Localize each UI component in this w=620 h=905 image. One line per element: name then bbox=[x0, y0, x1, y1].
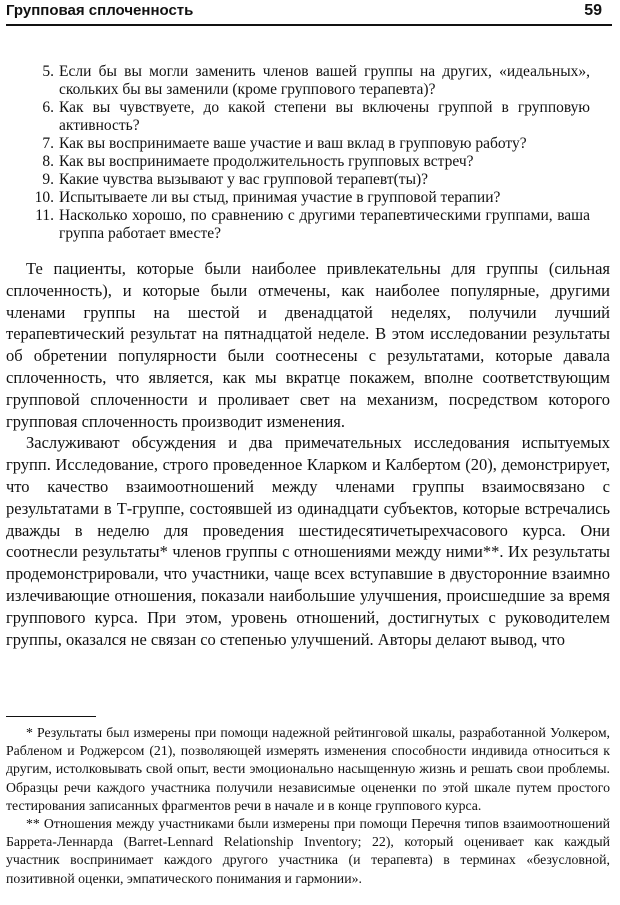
footnote: ** Отношения между участниками были измерены при помощи Перечня типов взаимоотношений Баррета-Леннарда (Barret-Lennard Relationship Inventory; 22), который оценивает как каждый участник воспринимает каждого другого участника (и терапевта) в терминах «безусловной, позитивной оценки, эмпатического понимания и гармонии». bbox=[6, 816, 610, 886]
question-list bbox=[30, 63, 590, 243]
body-text bbox=[6, 258, 610, 650]
question-text: Как вы чувствуете, до какой степени вы включены группой в групповую активность? bbox=[59, 99, 590, 134]
question-number: 5. bbox=[42, 63, 54, 80]
question-item bbox=[30, 63, 590, 99]
question-number: 11. bbox=[35, 207, 54, 224]
body-paragraph: Те пациенты, которые были наиболее привлекательны для группы (сильная сплоченность), и которые были отмечены, как наиболее популярные, другими членами группы на шестой и двенадцатой неделях, получили лучший терапевтический результат на пятнадцатой неделе. В этом исследовании результаты об обретении популярности были соотнесены с результатами, которые давала сплоченность, что является, как мы вкратце покажем, вполне соответствующим групповой сплоченности и проливает свет на механизм, посредством которого групповая сплоченность производит изменения. bbox=[6, 259, 610, 431]
question-item bbox=[30, 171, 590, 189]
question-number: 10. bbox=[34, 189, 54, 206]
question-text: Как вы воспринимаете ваше участие и ваш вклад в групповую работу? bbox=[59, 135, 527, 152]
chapter-title: Групповая сплоченность bbox=[6, 2, 194, 19]
question-text: Какие чувства вызывают у вас групповой терапевт(ты)? bbox=[59, 171, 429, 188]
question-item bbox=[30, 135, 590, 153]
footnotes bbox=[6, 724, 610, 888]
footnote-divider bbox=[6, 716, 96, 717]
running-header bbox=[6, 0, 612, 26]
question-number: 9. bbox=[42, 171, 54, 188]
question-item bbox=[30, 153, 590, 171]
question-item bbox=[30, 189, 590, 207]
footnote: * Результаты был измерены при помощи надежной рейтинговой шкалы, разработанной Уолкером, Рабленом и Роджерсом (21), позволяющей измерять изменения способности индивида относиться к другим, истолковывать свой опыт, вести эмоционально насыщенную жизнь и решать свои проблемы. Образцы речи каждого участника получили независимые оцененки по этой шкале путем простого тестирования записанных фрагментов речи в начале и в конце группового курса. bbox=[6, 725, 610, 813]
question-text: Если бы вы могли заменить членов вашей группы на других, «идеальных», скольких бы вы заменили (кроме группового терапевта)? bbox=[59, 63, 590, 98]
question-number: 8. bbox=[42, 153, 54, 170]
question-item bbox=[30, 207, 590, 243]
question-number: 6. bbox=[42, 99, 54, 116]
page-number: 59 bbox=[584, 2, 602, 19]
question-text: Испытываете ли вы стыд, принимая участие в групповой терапии? bbox=[59, 189, 501, 206]
question-text: Как вы воспринимаете продолжительность групповых встреч? bbox=[59, 153, 474, 170]
question-item bbox=[30, 99, 590, 135]
question-number: 7. bbox=[42, 135, 54, 152]
body-paragraph: Заслуживают обсуждения и два примечательных исследования испытуемых групп. Исследование, строго проведенное Кларком и Калбертом (20), демонстрирует, что качество взаимоотношений между членами группы взаимосвязано с результатами в Т-группе, состоявшей из одинадцати субъектов, которые встречались дважды в неделю для проведения шестидесятичетырехчасового курса. Они соотнесли результаты* членов группы с отношениями между ними**. Их результаты продемонстрировали, что участники, чаще всех вступавшие в двусторонние взаимно излечивающие отношения, показали наибольшие улучшения, происшедшие за время группового курса. При этом, уровень отношений, достигнутых с руководителем группы, оказался не связан со степенью улучшений. Авторы делают вывод, что bbox=[6, 433, 610, 649]
question-text: Насколько хорошо, по сравнению с другими терапевтическими группами, ваша группа работает вместе? bbox=[59, 207, 590, 242]
